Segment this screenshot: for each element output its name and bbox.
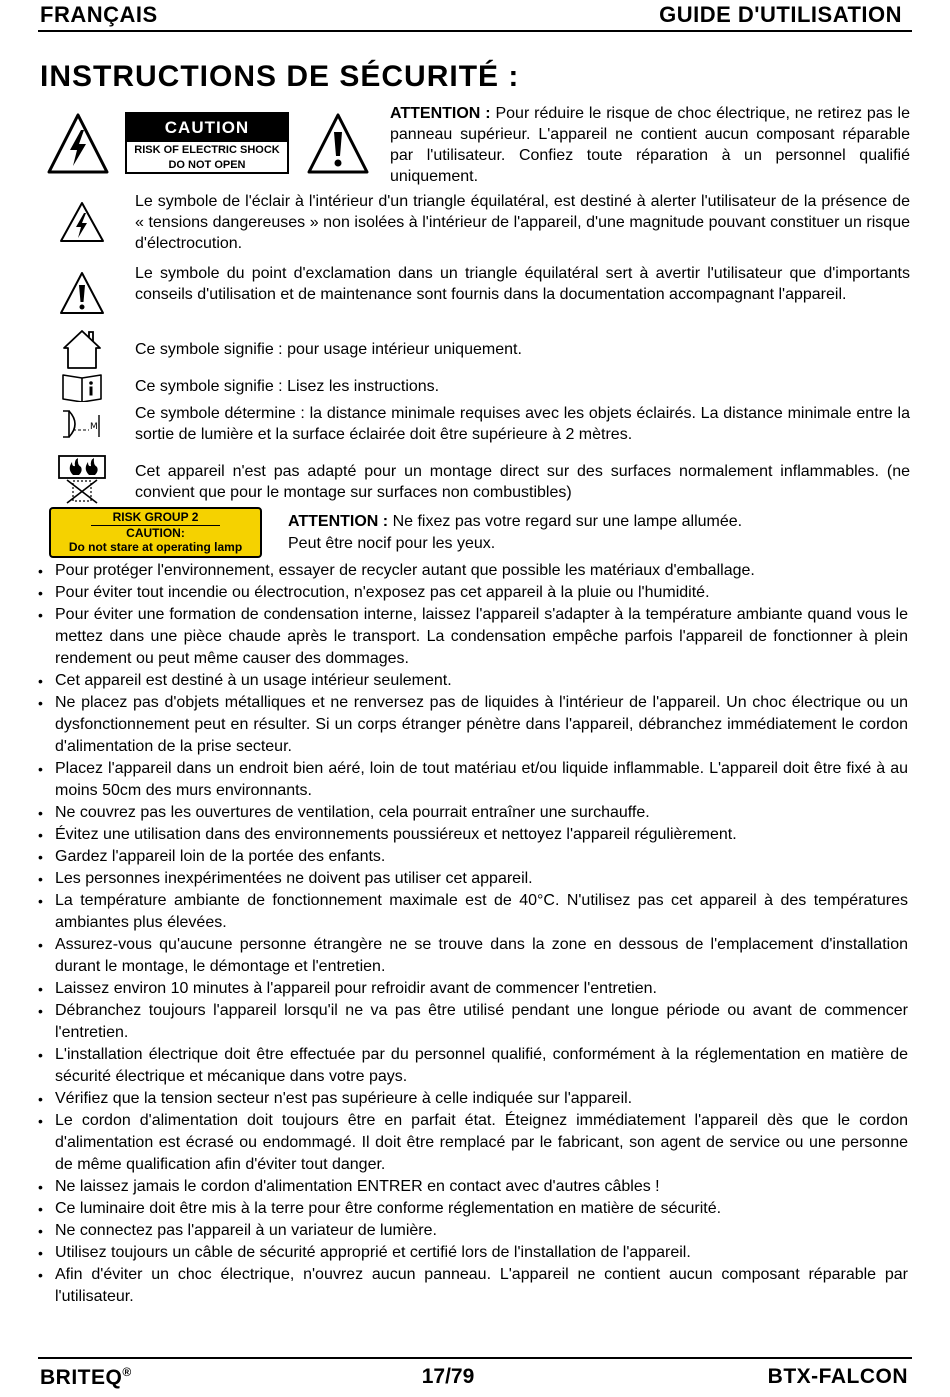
list-item: • Afin d'éviter un choc électrique, n'ouvrez aucun panneau. L'appareil ne contient aucun composant réparable par l'utilisateur. [36, 1264, 908, 1308]
page-title: INSTRUCTIONS DE SÉCURITÉ : [40, 60, 520, 93]
header-guide: GUIDE D'UTILISATION [659, 2, 902, 27]
exclamation-triangle-icon [59, 271, 105, 315]
symbol-text: Cet appareil n'est pas adapté pour un montage direct sur des surfaces normalement inflammables. (ne convient que pour le montage sur surfaces non combustibles) [135, 463, 910, 501]
list-item: • Gardez l'appareil loin de la portée des enfants. [36, 846, 908, 868]
list-item: • Ne placez pas d'objets métalliques et ne renversez pas de liquides à l'intérieur de l'appareil. Un choc électrique ou un dysfonctionnement peut en résulter. Si un corps étranger pénètre dans l'appareil, débranchez immédiatement le cordon d'alimentation de la prise secteur. [36, 692, 908, 758]
list-item: • Cet appareil est destiné à un usage intérieur seulement. [36, 670, 908, 692]
caution-label-text: RISK OF ELECTRIC SHOCK DO NOT OPEN [134, 144, 280, 171]
list-item: • Le cordon d'alimentation doit toujours être en parfait état. Éteignez immédiatement l'appareil dès que le cordon d'alimentation est écrasé ou endommagé. Il doit être remplacé par le fabricant, son agent de service ou une personne de même qualification afin d'éviter tout danger. [36, 1110, 908, 1176]
symbol-text: Le symbole de l'éclair à l'intérieur d'un triangle équilatéral, est destiné à alerter l'utilisateur de la présence de « tensions dangereuses » non isolées à l'intérieur de l'appareil, d'une magnitude pouvant constituer un risque d'électrocution. [135, 193, 910, 252]
list-item: • Les personnes inexpérimentées ne doivent pas utiliser cet appareil. [36, 868, 908, 890]
svg-text:M: M [90, 422, 98, 432]
safety-bullet-list [36, 560, 908, 1308]
list-item: • Placez l'appareil dans un endroit bien aéré, loin de tout matériau et/ou liquide inflammable. L'appareil doit être fixé à au moins 50cm des murs environnants. [36, 758, 908, 802]
list-item: • La température ambiante de fonctionnement maximale est de 40°C. N'utilisez pas cet appareil à des températures ambiantes plus élevées. [36, 890, 908, 934]
symbol-text: Le symbole du point d'exclamation dans un triangle équilatéral sert à avertir l'utilisateur que d'importants conseils d'utilisation et de maintenance sont fournis dans la documentation accompagnant l'appareil. [135, 265, 910, 303]
footer-model: BTX-FALCON [767, 1365, 908, 1388]
risk-attention: ATTENTION : Ne fixez pas votre regard sur une lampe allumée. Peut être nocif pour les yeux. [288, 513, 743, 552]
symbol-text: Ce symbole détermine : la distance minimale requises avec les objets éclairés. La distance minimale entre la sortie de lumière et la surface éclairée doit être supérieure à 2 mètres. [135, 405, 910, 443]
risk-group-label [49, 507, 262, 558]
symbol-row-flammable [40, 453, 910, 505]
symbol-row-distance [40, 403, 910, 447]
symbol-row-lightning [40, 191, 910, 255]
house-icon [61, 328, 103, 370]
list-item: • Pour éviter tout incendie ou électrocution, n'exposez pas cet appareil à la pluie ou l'humidité. [36, 582, 908, 604]
symbol-row-exclamation [40, 263, 910, 327]
list-item: • Débranchez toujours l'appareil lorsqu'il ne va pas être utilisé pendant une longue période ou avant de commencer l'entretien. [36, 1000, 908, 1044]
caution-label-title: CAUTION [127, 114, 287, 142]
list-item: • Ne connectez pas l'appareil à un variateur de lumière. [36, 1220, 908, 1242]
attention-top: ATTENTION : Pour réduire le risque de choc électrique, ne retirez pas le panneau supérieur. L'appareil ne contient aucun composant réparable par l'utilisateur. Confiez toute réparation à un personnel qualifié uniquement. [390, 105, 910, 185]
no-flammable-surface-icon [55, 453, 109, 505]
caution-label [125, 112, 289, 174]
list-item: • Utilisez toujours un câble de sécurité approprié et certifié lors de l'installation de l'appareil. [36, 1242, 908, 1264]
symbol-text: Ce symbole signifie : pour usage intérieur uniquement. [135, 341, 522, 358]
list-item: • Ce luminaire doit être mis à la terre pour être conforme réglementation en matière de sécurité. [36, 1198, 908, 1220]
list-item: • Ne laissez jamais le cordon d'alimentation ENTRER en contact avec d'autres câbles ! [36, 1176, 908, 1198]
risk-group-caution: CAUTION: [126, 526, 185, 540]
list-item: • Vérifiez que la tension secteur n'est pas supérieure à celle indiquée sur l'appareil. [36, 1088, 908, 1110]
risk-group-warning: Do not stare at operating lamp [68, 540, 243, 554]
list-item: • Ne couvrez pas les ouvertures de ventilation, cela pourrait entraîner une surchauffe. [36, 802, 908, 824]
list-item: • Évitez une utilisation dans des environnements poussiéreux et nettoyez l'appareil régulièrement. [36, 824, 908, 846]
page-number: 17/79 [421, 1365, 475, 1388]
list-item: • Laissez environ 10 minutes à l'appareil pour refroidir avant de commencer l'entretien. [36, 978, 908, 1000]
list-item: • Pour protéger l'environnement, essayer de recycler autant que possible les matériaux d'emballage. [36, 560, 908, 582]
page-header [38, 0, 912, 32]
header-language: FRANÇAIS [40, 2, 158, 27]
list-item: • Pour éviter une formation de condensation interne, laissez l'appareil s'adapter à la température ambiante quand vous le mettez dans une pièce chaude après le transport. La condensation empêche parfois l'appareil de fonctionner à plein rendement ou peut même causer des dommages. [36, 604, 908, 670]
lightning-triangle-icon [46, 112, 110, 176]
list-item: • L'installation électrique doit être effectuée par du personnel qualifié, conformément à la réglementation en matière de sécurité électrique et mécanique dans votre pays. [36, 1044, 908, 1088]
symbol-row-indoor [40, 328, 910, 372]
lightning-triangle-icon [59, 201, 105, 243]
symbol-text: Ce symbole signifie : Lisez les instructions. [135, 378, 440, 395]
caution-symbols [40, 106, 390, 188]
list-item: • Assurez-vous qu'aucune personne étrangère ne se trouve dans la zone en dessous de l'emplacement d'installation durant le montage, le démontage et l'entretien. [36, 934, 908, 978]
footer-brand: BRITEQ® [40, 1365, 132, 1389]
symbol-row-read [40, 372, 910, 404]
page-footer [38, 1357, 912, 1393]
min-distance-icon [59, 407, 105, 441]
book-info-icon [61, 372, 103, 402]
exclamation-triangle-icon [306, 112, 370, 176]
risk-group-title: RISK GROUP 2 [91, 510, 220, 526]
